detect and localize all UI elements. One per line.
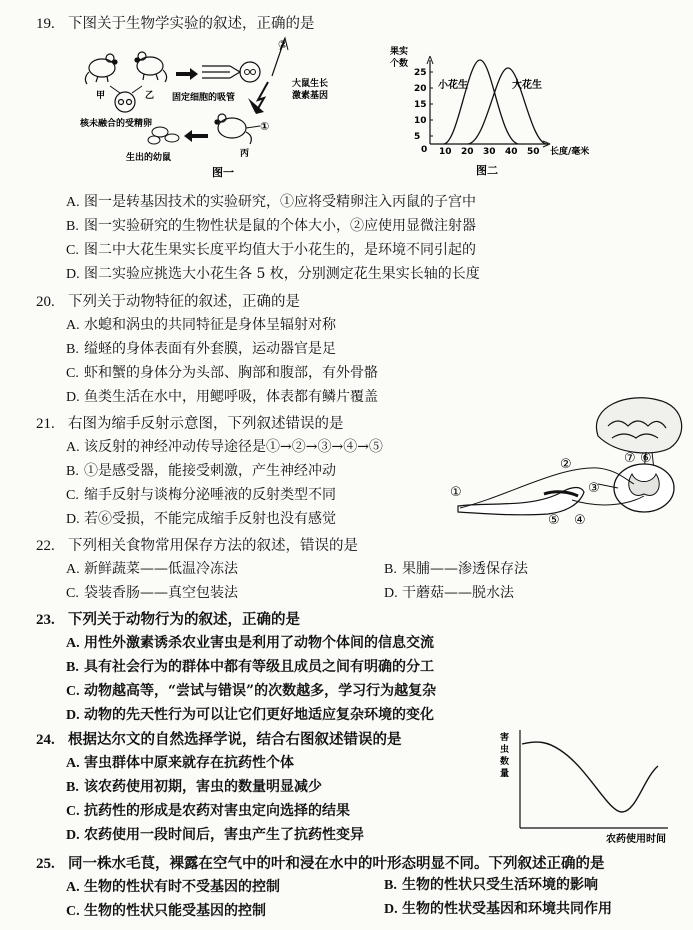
pest-ylabel-char: 虫 — [500, 745, 510, 755]
option-letter: D. — [66, 267, 80, 282]
label-jia: 甲 — [96, 91, 106, 101]
option-letter: A. — [66, 318, 80, 333]
label-yi: 乙 — [145, 91, 155, 101]
q22-option-d[interactable] — [384, 582, 514, 602]
fig2-ytick: 10 — [414, 116, 427, 126]
option-text: 果脯——渗透保存法 — [402, 561, 528, 577]
fig2-ytick: 20 — [414, 84, 427, 94]
option-text: 生物的性状受基因和环境共同作用 — [402, 901, 612, 917]
q19-option-b[interactable] — [66, 215, 476, 235]
fig2-xtick: 50 — [527, 147, 540, 157]
option-text: 水螅和涡虫的共同特征是身体呈辐射对称 — [84, 317, 336, 333]
reflex-mark-2: ② — [560, 457, 572, 472]
fig2-ytick: 15 — [414, 100, 427, 110]
figure-1-caption: 图一 — [212, 166, 234, 178]
option-letter: B. — [384, 878, 397, 893]
brain-icon — [596, 398, 681, 453]
label-gene-1: 大鼠生长 — [292, 79, 329, 89]
option-text: 农药使用一段时间后，害虫产生了抗药性变异 — [84, 827, 364, 843]
reflex-mark-7: ⑦ — [624, 451, 636, 466]
option-letter: A. — [66, 440, 80, 455]
q21-option-b[interactable] — [66, 460, 336, 480]
pest-ylabel-char: 数 — [500, 757, 510, 767]
option-text: 生物的性状只能受基因的控制 — [84, 903, 266, 919]
option-text: 用性外激素诱杀农业害虫是利用了动物个体间的信息交流 — [84, 635, 434, 651]
option-letter: D. — [384, 902, 398, 917]
option-letter: B. — [66, 660, 79, 675]
q23-option-c[interactable] — [66, 680, 436, 700]
option-letter: C. — [66, 904, 80, 919]
fig2-ylabel-2: 个数 — [390, 59, 409, 69]
option-letter: D. — [66, 512, 80, 527]
pest-count-curve — [522, 742, 658, 812]
option-text: 缢蛏的身体表面有外套膜，运动器官是足 — [84, 341, 336, 357]
option-text: 生物的性状只受生活环境的影响 — [402, 877, 598, 893]
label-baby: 生出的幼鼠 — [126, 153, 172, 163]
q21-stem: 21. 右图为缩手反射示意图，下列叙述错误的是 — [36, 416, 344, 432]
baby-mice-icon — [148, 127, 179, 144]
q23-stem: 23. 下列关于动物行为的叙述，正确的是 — [36, 611, 300, 628]
option-text: 若⑥受损，不能完成缩手反射也没有感觉 — [84, 511, 336, 527]
fig2-origin: 0 — [421, 145, 428, 155]
option-letter: A. — [66, 636, 80, 651]
option-letter: A. — [66, 562, 80, 577]
option-letter: C. — [66, 366, 79, 381]
q22-option-b[interactable] — [384, 558, 528, 578]
option-letter: A. — [66, 756, 80, 771]
option-letter: C. — [66, 243, 79, 258]
fig2-ytick: 5 — [414, 132, 421, 142]
fig2-ytick: 25 — [414, 68, 427, 78]
option-text: 具有社会行为的群体中都有等级且成员之间有明确的分工 — [84, 659, 434, 675]
q25-option-c[interactable] — [66, 900, 266, 920]
option-text: 图二实验应挑选大小花生各 5 枚，分别测定花生果实长轴的长度 — [84, 266, 480, 282]
small-peanut-curve — [444, 60, 518, 144]
series-small-label: 小花生 — [438, 80, 468, 91]
option-text: 鱼类生活在水中，用鳃呼吸，体表都有鳞片覆盖 — [84, 389, 378, 405]
mark-2: ② — [278, 38, 288, 51]
q23-option-a[interactable] — [66, 632, 434, 652]
q19-option-a[interactable] — [66, 191, 476, 211]
q21-reflex-figure — [448, 396, 688, 532]
option-letter: B. — [66, 219, 79, 234]
option-letter: B. — [384, 562, 397, 577]
q19-option-d[interactable] — [66, 263, 480, 283]
fig2-xlabel: 长度/毫米 — [550, 147, 590, 157]
option-text: 生物的性状有时不受基因的控制 — [84, 879, 280, 895]
q19-figure-1 — [80, 36, 370, 178]
spinal-cord-icon — [614, 464, 674, 512]
q21-option-d[interactable] — [66, 508, 336, 528]
option-text: 图一是转基因技术的实验研究，①应将受精卵注入丙鼠的子宫中 — [84, 194, 476, 210]
q20-option-c[interactable] — [66, 362, 378, 382]
q22-option-a[interactable] — [66, 558, 238, 578]
q21-option-a[interactable] — [66, 436, 383, 456]
label-egg: 核未融合的受精卵 — [80, 119, 153, 129]
mark-1: ① — [260, 120, 270, 133]
q24-pest-figure — [498, 726, 688, 850]
label-inject: 固定细胞的吸管 — [172, 93, 236, 103]
reflex-mark-1: ① — [450, 485, 462, 500]
q25-stem: 25. 同一株水毛茛，裸露在空气中的叶和浸在水中的叶形态明显不同。下列叙述正确的是 — [36, 855, 605, 872]
q24-option-a[interactable] — [66, 752, 294, 772]
q23-option-d[interactable] — [66, 704, 434, 724]
q24-option-d[interactable] — [66, 824, 364, 844]
fig2-xtick: 30 — [483, 147, 496, 157]
option-letter: D. — [384, 586, 398, 601]
q22-stem: 22. 下列相关食物常用保存方法的叙述，错误的是 — [36, 538, 358, 554]
right-arrow-icon — [176, 68, 198, 80]
q19-stem: 19. 下图关于生物学实验的叙述，正确的是 — [36, 16, 315, 32]
q25-option-a[interactable] — [66, 876, 280, 896]
pest-ylabel-char: 害 — [500, 733, 510, 743]
option-text: 抗药性的形成是农药对害虫定向选择的结果 — [84, 803, 350, 819]
pest-ylabel-char: 量 — [500, 769, 510, 779]
reflex-mark-5: ⑤ — [548, 513, 560, 528]
pest-xlabel: 农药使用时间 — [606, 834, 666, 845]
fig2-xtick: 10 — [439, 147, 452, 157]
option-text: 害虫群体中原来就存在抗药性个体 — [84, 755, 294, 771]
option-text: ①是感受器，能接受刺激，产生神经冲动 — [84, 463, 336, 479]
option-text: 动物越高等，“尝试与错误”的次数越多，学习行为越复杂 — [84, 683, 437, 699]
option-text: 新鲜蔬菜——低温冷冻法 — [84, 561, 238, 577]
series-large-label: 大花生 — [512, 80, 542, 91]
q25-option-b[interactable] — [384, 874, 598, 894]
fig2-ylabel-1: 果实 — [390, 47, 409, 57]
option-text: 该反射的神经冲动传导途径是①→②→③→④→⑤ — [84, 439, 383, 455]
figure-2-caption: 图二 — [476, 164, 498, 177]
q24-option-c[interactable] — [66, 800, 350, 820]
reflex-mark-4: ④ — [574, 513, 586, 528]
option-letter: C. — [66, 488, 79, 503]
label-bing: 丙 — [240, 149, 250, 159]
q21-option-c[interactable] — [66, 484, 336, 504]
option-letter: C. — [66, 684, 80, 699]
option-text: 图二中大花生果实长度平均值大于小花生的，是环境不同引起的 — [84, 242, 476, 258]
label-gene-2: 激素基因 — [292, 91, 329, 101]
reflex-mark-3: ③ — [588, 481, 600, 496]
option-letter: A. — [66, 880, 80, 895]
egg-cell-icon — [115, 92, 135, 112]
option-letter: D. — [66, 390, 80, 405]
left-arrow-icon — [184, 130, 208, 142]
mouse-yi-icon — [135, 52, 167, 82]
option-letter: D. — [66, 828, 80, 843]
option-text: 袋装香肠——真空包装法 — [84, 585, 238, 601]
option-text: 干蘑菇——脱水法 — [402, 585, 514, 601]
reflex-mark-6: ⑥ — [640, 451, 652, 466]
q19-figure-2 — [388, 40, 628, 178]
mouse-jia-icon — [85, 54, 117, 84]
q24-stem: 24. 根据达尔文的自然选择学说，结合右图叙述错误的是 — [36, 731, 402, 748]
option-letter: D. — [66, 708, 80, 723]
option-letter: B. — [66, 342, 79, 357]
option-letter: B. — [66, 464, 79, 479]
option-text: 动物的先天性行为可以让它们更好地适应复杂环境的变化 — [84, 707, 434, 723]
q20-option-d[interactable] — [66, 386, 378, 406]
option-letter: C. — [66, 586, 79, 601]
option-letter: C. — [66, 804, 80, 819]
q23-option-b[interactable] — [66, 656, 434, 676]
option-text: 该农药使用初期，害虫的数量明显减少 — [84, 779, 322, 795]
option-text: 图一实验研究的生物性状是鼠的个体大小，②应使用显微注射器 — [84, 218, 476, 234]
q25-option-d[interactable] — [384, 898, 612, 918]
mouse-bing-icon — [215, 114, 251, 144]
option-letter: B. — [66, 780, 79, 795]
fig2-xtick: 40 — [505, 147, 518, 157]
q24-option-b[interactable] — [66, 776, 322, 796]
q20-option-a[interactable] — [66, 314, 336, 334]
fig2-xtick: 20 — [461, 147, 474, 157]
q22-option-c[interactable] — [66, 582, 238, 602]
q20-stem: 20. 下列关于动物特征的叙述，正确的是 — [36, 294, 300, 310]
q20-option-b[interactable] — [66, 338, 336, 358]
option-letter: A. — [66, 195, 80, 210]
pipette-icon — [202, 66, 240, 78]
option-text: 虾和蟹的身体分为头部、胸部和腹部，有外骨骼 — [84, 365, 378, 381]
q19-option-c[interactable] — [66, 239, 476, 259]
option-text: 缩手反射与谈梅分泌唾液的反射类型不同 — [84, 487, 336, 503]
